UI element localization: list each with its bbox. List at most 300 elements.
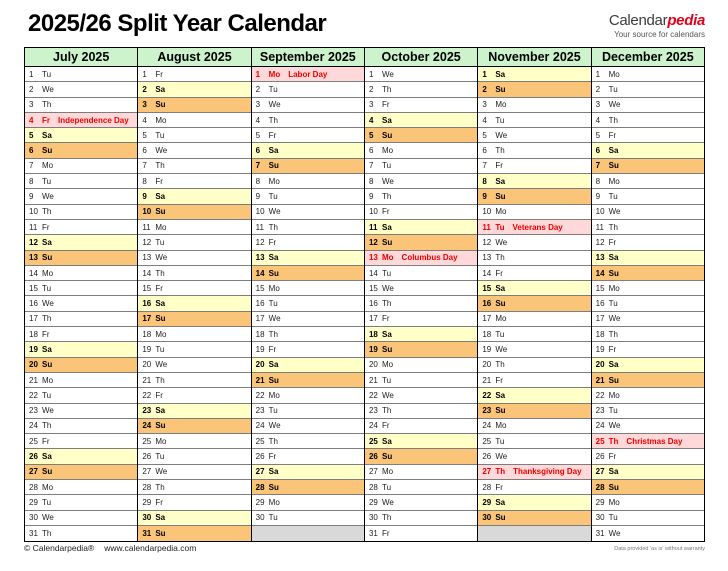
day-number: 20 <box>255 360 265 370</box>
day-number: 18 <box>255 329 265 339</box>
day-number: 31 <box>368 529 378 539</box>
weekday-abbrev: Th <box>495 467 506 477</box>
day-cell <box>252 480 364 495</box>
day-number: 10 <box>255 207 265 217</box>
weekday-abbrev: Fr <box>155 69 163 79</box>
day-number: 5 <box>29 130 34 140</box>
day-cell <box>592 296 704 311</box>
weekday-abbrev: Fr <box>155 497 163 507</box>
day-cell <box>365 419 477 434</box>
day-cell <box>478 312 590 327</box>
day-cell <box>478 251 590 266</box>
day-cell <box>365 159 477 174</box>
day-number: 8 <box>482 176 487 186</box>
weekday-abbrev: Tu <box>268 513 278 523</box>
day-number: 23 <box>595 406 605 416</box>
day-cell <box>25 342 137 357</box>
day-number: 25 <box>29 436 38 446</box>
day-cell <box>25 128 137 143</box>
day-cell <box>138 113 250 128</box>
day-cell <box>592 159 704 174</box>
day-number: 11 <box>595 222 604 232</box>
day-cell <box>592 312 704 327</box>
weekday-abbrev: Th <box>155 268 165 278</box>
day-cell <box>25 495 137 510</box>
day-cell <box>365 128 477 143</box>
weekday-abbrev: Fr <box>381 100 390 110</box>
day-number: 7 <box>255 161 261 171</box>
day-cell <box>478 495 590 510</box>
day-cell <box>138 189 250 204</box>
month-header: July 2025 <box>25 48 137 67</box>
day-number: 26 <box>142 452 152 462</box>
day-cell <box>592 342 704 357</box>
day-number: 18 <box>482 329 492 339</box>
day-cell <box>365 174 477 189</box>
weekday-abbrev: Su <box>495 192 506 202</box>
day-cell <box>592 251 704 266</box>
weekday-abbrev: Su <box>608 482 619 492</box>
day-number: 2 <box>29 84 34 94</box>
logo-text-main: Calendar <box>608 12 668 29</box>
day-cell <box>592 419 704 434</box>
month-header: December 2025 <box>592 48 704 67</box>
day-number: 30 <box>142 513 152 523</box>
weekday-abbrev: Su <box>268 268 279 278</box>
day-number: 15 <box>595 283 605 293</box>
day-number: 3 <box>482 100 487 110</box>
day-number: 28 <box>255 482 265 492</box>
day-cell <box>25 159 137 174</box>
day-number: 1 <box>255 69 261 79</box>
weekday-abbrev: Su <box>495 299 506 309</box>
weekday-abbrev: Su <box>155 207 166 217</box>
weekday-abbrev: Sa <box>608 146 619 156</box>
day-number: 25 <box>255 436 265 446</box>
day-cell <box>478 159 590 174</box>
day-number: 30 <box>595 513 605 523</box>
weekday-abbrev: Th <box>42 421 52 431</box>
day-cell <box>138 434 250 449</box>
weekday-abbrev: Sa <box>608 467 619 477</box>
weekday-abbrev: Th <box>381 406 392 416</box>
day-number: 22 <box>255 390 265 400</box>
day-cell <box>478 404 590 419</box>
day-cell <box>365 404 477 419</box>
holiday-label: Labor Day <box>288 69 328 79</box>
day-number: 25 <box>595 436 605 446</box>
day-number: 8 <box>368 176 374 186</box>
holiday-day-cell <box>592 434 704 449</box>
weekday-abbrev: Th <box>42 314 52 324</box>
day-number: 13 <box>482 253 492 263</box>
empty-cell <box>252 526 364 541</box>
day-number: 16 <box>142 299 152 309</box>
weekday-abbrev: Sa <box>495 69 506 79</box>
weekday-abbrev: Th <box>268 222 278 232</box>
day-cell <box>365 189 477 204</box>
day-number: 21 <box>29 375 38 385</box>
day-cell <box>365 480 477 495</box>
holiday-day-cell <box>478 220 590 235</box>
day-cell <box>365 373 477 388</box>
day-number: 14 <box>368 268 378 278</box>
day-number: 11 <box>482 222 491 232</box>
weekday-abbrev: Fr <box>381 421 390 431</box>
day-number: 22 <box>368 390 378 400</box>
weekday-abbrev: Su <box>42 253 53 263</box>
day-number: 1 <box>29 69 34 79</box>
weekday-abbrev: Fr <box>608 130 617 140</box>
holiday-day-cell <box>25 113 137 128</box>
day-number: 20 <box>29 360 38 370</box>
day-cell <box>365 358 477 373</box>
holiday-label: Veterans Day <box>512 222 563 232</box>
day-number: 13 <box>368 253 378 263</box>
day-cell <box>478 281 590 296</box>
weekday-abbrev: Sa <box>42 130 52 140</box>
weekday-abbrev: Th <box>155 161 165 171</box>
day-cell <box>25 449 137 464</box>
day-number: 2 <box>595 84 601 94</box>
calendar-grid <box>24 47 705 542</box>
weekday-abbrev: Sa <box>381 436 392 446</box>
day-cell <box>592 189 704 204</box>
weekday-abbrev: Fr <box>495 161 503 171</box>
month-column <box>137 48 250 541</box>
day-cell <box>365 312 477 327</box>
day-cell <box>252 434 364 449</box>
day-number: 20 <box>142 360 152 370</box>
day-cell <box>592 511 704 526</box>
weekday-abbrev: Mo <box>608 176 620 186</box>
weekday-abbrev: Su <box>495 406 506 416</box>
day-cell <box>365 465 477 480</box>
weekday-abbrev: Th <box>155 375 165 385</box>
weekday-abbrev: We <box>495 237 508 247</box>
day-cell <box>252 235 364 250</box>
weekday-abbrev: Tu <box>268 192 278 202</box>
day-cell <box>592 98 704 113</box>
weekday-abbrev: Th <box>608 329 618 339</box>
day-number: 28 <box>29 482 38 492</box>
logo-wordmark <box>609 13 705 30</box>
weekday-abbrev: Th <box>42 207 52 217</box>
day-number: 3 <box>29 100 34 110</box>
day-number: 16 <box>255 299 265 309</box>
day-number: 26 <box>29 452 38 462</box>
day-cell <box>592 327 704 342</box>
day-number: 27 <box>142 467 152 477</box>
day-cell <box>478 82 590 97</box>
weekday-abbrev: Sa <box>268 360 279 370</box>
day-number: 3 <box>142 100 147 110</box>
month-header: October 2025 <box>365 48 477 67</box>
weekday-abbrev: Tu <box>608 192 618 202</box>
day-cell <box>478 67 590 82</box>
day-number: 10 <box>595 207 605 217</box>
weekday-abbrev: Tu <box>268 406 278 416</box>
copyright-text: © Calendarpedia® <box>24 543 95 553</box>
weekday-abbrev: Tu <box>155 344 165 354</box>
day-number: 23 <box>142 406 152 416</box>
day-number: 11 <box>142 222 151 232</box>
day-cell <box>592 281 704 296</box>
day-cell <box>252 128 364 143</box>
day-number: 17 <box>595 314 605 324</box>
day-cell <box>365 220 477 235</box>
day-cell <box>478 143 590 158</box>
weekday-abbrev: Sa <box>42 344 52 354</box>
month-header: August 2025 <box>138 48 250 67</box>
day-cell <box>365 143 477 158</box>
day-cell <box>478 205 590 220</box>
day-number: 6 <box>142 146 147 156</box>
weekday-abbrev: Tu <box>495 222 505 232</box>
weekday-abbrev: Tu <box>381 161 392 171</box>
day-number: 17 <box>142 314 152 324</box>
weekday-abbrev: Su <box>268 161 279 171</box>
weekday-abbrev: Fr <box>381 529 390 539</box>
day-cell <box>252 388 364 403</box>
weekday-abbrev: We <box>381 497 394 507</box>
holiday-day-cell <box>252 67 364 82</box>
weekday-abbrev: Th <box>42 529 52 539</box>
day-number: 17 <box>482 314 492 324</box>
day-cell <box>478 388 590 403</box>
day-cell <box>138 281 250 296</box>
day-cell <box>592 449 704 464</box>
day-cell <box>478 342 590 357</box>
day-cell <box>592 128 704 143</box>
day-number: 14 <box>482 268 492 278</box>
day-cell <box>592 235 704 250</box>
weekday-abbrev: Tu <box>608 84 618 94</box>
weekday-abbrev: Tu <box>608 406 618 416</box>
day-number: 29 <box>142 497 152 507</box>
day-number: 25 <box>142 436 152 446</box>
day-cell <box>592 113 704 128</box>
weekday-abbrev: Sa <box>42 237 52 247</box>
weekday-abbrev: We <box>155 360 168 370</box>
weekday-abbrev: Fr <box>608 344 617 354</box>
day-number: 14 <box>142 268 152 278</box>
day-number: 12 <box>29 237 38 247</box>
day-number: 23 <box>368 406 378 416</box>
day-cell <box>252 205 364 220</box>
day-cell <box>478 419 590 434</box>
day-number: 6 <box>595 146 601 156</box>
day-cell <box>592 358 704 373</box>
day-cell <box>252 419 364 434</box>
day-cell <box>478 434 590 449</box>
day-cell <box>365 98 477 113</box>
day-cell <box>478 296 590 311</box>
day-number: 7 <box>482 161 487 171</box>
weekday-abbrev: Th <box>268 329 278 339</box>
day-cell <box>592 266 704 281</box>
day-cell <box>478 373 590 388</box>
day-number: 2 <box>142 84 147 94</box>
holiday-day-cell <box>478 465 590 480</box>
weekday-abbrev: We <box>155 253 168 263</box>
day-cell <box>138 419 250 434</box>
day-number: 12 <box>595 237 605 247</box>
weekday-abbrev: Mo <box>495 314 507 324</box>
weekday-abbrev: Th <box>381 513 392 523</box>
day-cell <box>252 342 364 357</box>
day-cell <box>25 235 137 250</box>
weekday-abbrev: Su <box>608 161 619 171</box>
weekday-abbrev: Th <box>155 482 165 492</box>
day-cell <box>25 67 137 82</box>
day-number: 30 <box>29 513 38 523</box>
day-number: 18 <box>142 329 152 339</box>
weekday-abbrev: We <box>42 513 54 523</box>
day-cell <box>252 266 364 281</box>
day-number: 10 <box>482 207 492 217</box>
weekday-abbrev: Fr <box>42 115 50 125</box>
weekday-abbrev: Su <box>608 375 619 385</box>
day-cell <box>138 404 250 419</box>
day-cell <box>252 220 364 235</box>
weekday-abbrev: Mo <box>155 222 167 232</box>
day-cell <box>138 251 250 266</box>
day-number: 15 <box>368 283 378 293</box>
weekday-abbrev: Th <box>495 146 505 156</box>
day-number: 4 <box>368 115 374 125</box>
day-cell <box>25 205 137 220</box>
weekday-abbrev: Th <box>268 436 278 446</box>
weekday-abbrev: Sa <box>608 360 619 370</box>
day-cell <box>25 373 137 388</box>
weekday-abbrev: Mo <box>268 390 280 400</box>
day-cell <box>138 82 250 97</box>
weekday-abbrev: Sa <box>495 176 506 186</box>
footer-copyright <box>24 543 196 553</box>
day-number: 19 <box>142 344 152 354</box>
day-cell <box>252 404 364 419</box>
website-url: www.calendarpedia.com <box>104 543 197 553</box>
day-number: 9 <box>255 192 261 202</box>
day-number: 26 <box>595 452 605 462</box>
day-cell <box>592 388 704 403</box>
day-cell <box>252 82 364 97</box>
day-cell <box>252 296 364 311</box>
day-number: 17 <box>255 314 265 324</box>
day-number: 11 <box>368 222 378 232</box>
day-number: 27 <box>368 467 378 477</box>
day-number: 21 <box>142 375 152 385</box>
day-number: 7 <box>368 161 374 171</box>
day-cell <box>365 449 477 464</box>
day-cell <box>25 174 137 189</box>
day-cell <box>25 251 137 266</box>
day-number: 30 <box>482 513 492 523</box>
weekday-abbrev: Tu <box>42 283 52 293</box>
weekday-abbrev: Mo <box>268 283 280 293</box>
day-number: 18 <box>29 329 38 339</box>
day-cell <box>252 449 364 464</box>
weekday-abbrev: Mo <box>608 283 620 293</box>
day-cell <box>478 449 590 464</box>
day-cell <box>25 296 137 311</box>
month-column <box>364 48 477 541</box>
day-number: 28 <box>142 482 152 492</box>
day-number: 6 <box>29 146 34 156</box>
day-number: 17 <box>368 314 378 324</box>
day-number: 12 <box>142 237 152 247</box>
day-cell <box>138 526 250 541</box>
day-cell <box>252 312 364 327</box>
weekday-abbrev: Su <box>381 130 393 140</box>
day-number: 27 <box>29 467 38 477</box>
day-cell <box>252 113 364 128</box>
day-cell <box>365 82 477 97</box>
day-cell <box>252 174 364 189</box>
weekday-abbrev: Mo <box>268 69 281 79</box>
day-number: 14 <box>595 268 605 278</box>
day-cell <box>365 342 477 357</box>
weekday-abbrev: Mo <box>42 268 54 278</box>
month-column <box>591 48 704 541</box>
weekday-abbrev: Mo <box>155 115 167 125</box>
weekday-abbrev: We <box>42 299 54 309</box>
month-column <box>477 48 590 541</box>
holiday-label: Independence Day <box>58 115 129 125</box>
weekday-abbrev: Sa <box>155 84 166 94</box>
day-cell <box>138 373 250 388</box>
day-number: 13 <box>29 253 38 263</box>
weekday-abbrev: Su <box>381 344 393 354</box>
weekday-abbrev: Th <box>608 115 618 125</box>
day-cell <box>478 174 590 189</box>
day-number: 30 <box>255 513 265 523</box>
day-cell <box>25 465 137 480</box>
month-column <box>251 48 364 541</box>
day-cell <box>365 434 477 449</box>
weekday-abbrev: Th <box>381 192 392 202</box>
day-cell <box>478 511 590 526</box>
day-number: 31 <box>29 529 38 539</box>
day-cell <box>138 342 250 357</box>
weekday-abbrev: We <box>42 406 54 416</box>
weekday-abbrev: Sa <box>155 299 166 309</box>
day-cell <box>478 480 590 495</box>
weekday-abbrev: Su <box>42 467 53 477</box>
weekday-abbrev: Su <box>42 146 53 156</box>
day-number: 15 <box>482 283 492 293</box>
day-number: 26 <box>255 452 265 462</box>
weekday-abbrev: Tu <box>42 176 52 186</box>
day-number: 7 <box>595 161 601 171</box>
day-number: 10 <box>29 207 38 217</box>
day-cell <box>365 526 477 541</box>
weekday-abbrev: Th <box>608 222 618 232</box>
weekday-abbrev: Fr <box>155 283 163 293</box>
weekday-abbrev: Sa <box>155 406 166 416</box>
holiday-day-cell <box>365 251 477 266</box>
day-number: 24 <box>595 421 605 431</box>
day-cell <box>252 358 364 373</box>
day-number: 2 <box>482 84 487 94</box>
weekday-abbrev: Th <box>381 84 392 94</box>
day-number: 12 <box>255 237 265 247</box>
day-number: 2 <box>368 84 374 94</box>
day-number: 10 <box>368 207 378 217</box>
weekday-abbrev: Tu <box>381 482 392 492</box>
day-number: 29 <box>29 497 38 507</box>
